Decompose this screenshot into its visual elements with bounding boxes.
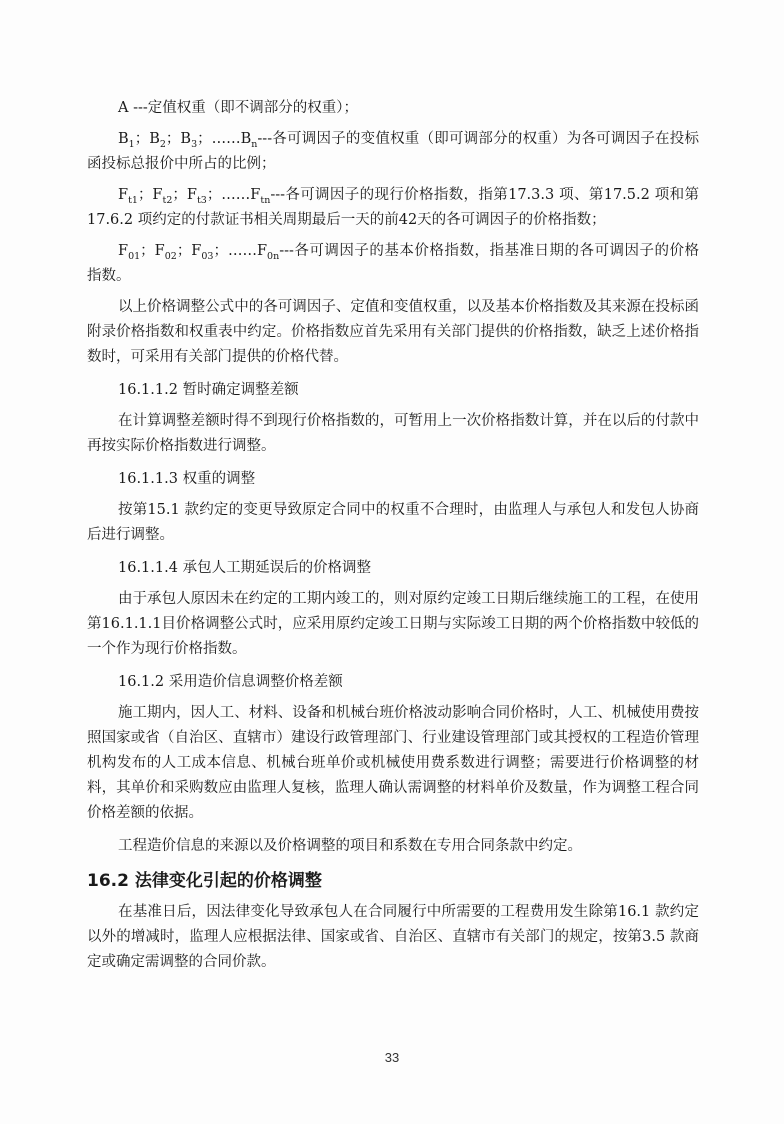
clause-heading-1612: 16.1.2 采用造价信息调整价格差额 xyxy=(118,674,343,690)
definition-a: A ---定值权重（即不调部分的权重）； xyxy=(118,100,359,116)
clause-heading-16113: 16.1.1.3 权重的调整 xyxy=(118,471,256,487)
section-heading-162: 16.2 法律变化引起的价格调整 xyxy=(87,871,322,891)
definition-b: $B_1$；$B_2$；$B_3$；$\dots\dots B_n---$各可调因子的变值权重（即可调部分的权重）为各可调因子在投标函投标总报价中所占的比例； xyxy=(87,131,699,172)
paragraph-delay-adjustment: 由于承包人原因未在约定的工期内竣工的，则对原约定竣工日期后继续施工的工程，在使用第16.1.1.1目价格调整公式时，应采用原约定竣工日期与实际竣工日期的两个价格指数中较低的一个作为现行价格指数。 xyxy=(87,591,699,657)
paragraph-cost-information: 施工期内，因人工、材料、设备和机械台班价格波动影响合同价格时，人工、机械使用费按照国家或省（自治区、直辖市）建设行政管理部门、行业建设管理部门或其授权的工程造价管理机构发布的人工成本信息、机械台班单价或机械使用费系数进行调整；需要进行价格调整的材料，其单价和采购数应由监理人复核，监理人确认需调整的材料单价及数量，作为调整工程合同价格差额的依据。 xyxy=(87,705,699,821)
clause-heading-16112: 16.1.1.2 暂时确定调整差额 xyxy=(118,382,299,398)
paragraph-cost-source: 工程造价信息的来源以及价格调整的项目和系数在专用合同条款中约定。 xyxy=(118,838,582,854)
definition-f0: $F_{01}$；$F_{02}$；$F_{03}$；$\dots\dots F_{0n}---$各可调因子的基本价格指数，指基准日期的各可调因子的价格指数。 xyxy=(87,243,699,284)
page-content xyxy=(87,96,699,983)
paragraph-weight-adjustment: 按第15.1 款约定的变更导致原定合同中的权重不合理时，由监理人与承包人和发包人协商后进行调整。 xyxy=(87,502,699,543)
paragraph-law-change: 在基准日后，因法律变化导致承包人在合同履行中所需要的工程费用发生除第16.1 款约定以外的增减时，监理人应根据法律、国家或省、自治区、直辖市有关部门的规定，按第3.5 款商定或确定需调整的合同价款。 xyxy=(87,904,699,970)
paragraph-index-sources: 以上价格调整公式中的各可调因子、定值和变值权重，以及基本价格指数及其来源在投标函附录价格指数和权重表中约定。价格指数应首先采用有关部门提供的价格指数，缺乏上述价格指数时，可采用有关部门提供的价格代替。 xyxy=(87,299,699,365)
definition-ft: $F_{t1}$；$F_{t2}$；$F_{t3}$；$\dots\dots F_{tn}---$各可调因子的现行价格指数，指第17.3.3 项、第17.5.2 项和第17.6.2 项约定的付款证书相关周期最后一天的前42天的各可调因子的价格指数； xyxy=(87,187,699,228)
paragraph-temporary-adjustment: 在计算调整差额时得不到现行价格指数的，可暂用上一次价格指数计算，并在以后的付款中再按实际价格指数进行调整。 xyxy=(87,413,699,454)
clause-heading-16114: 16.1.1.4 承包人工期延误后的价格调整 xyxy=(118,560,372,576)
page-number: 33 xyxy=(384,1050,400,1065)
